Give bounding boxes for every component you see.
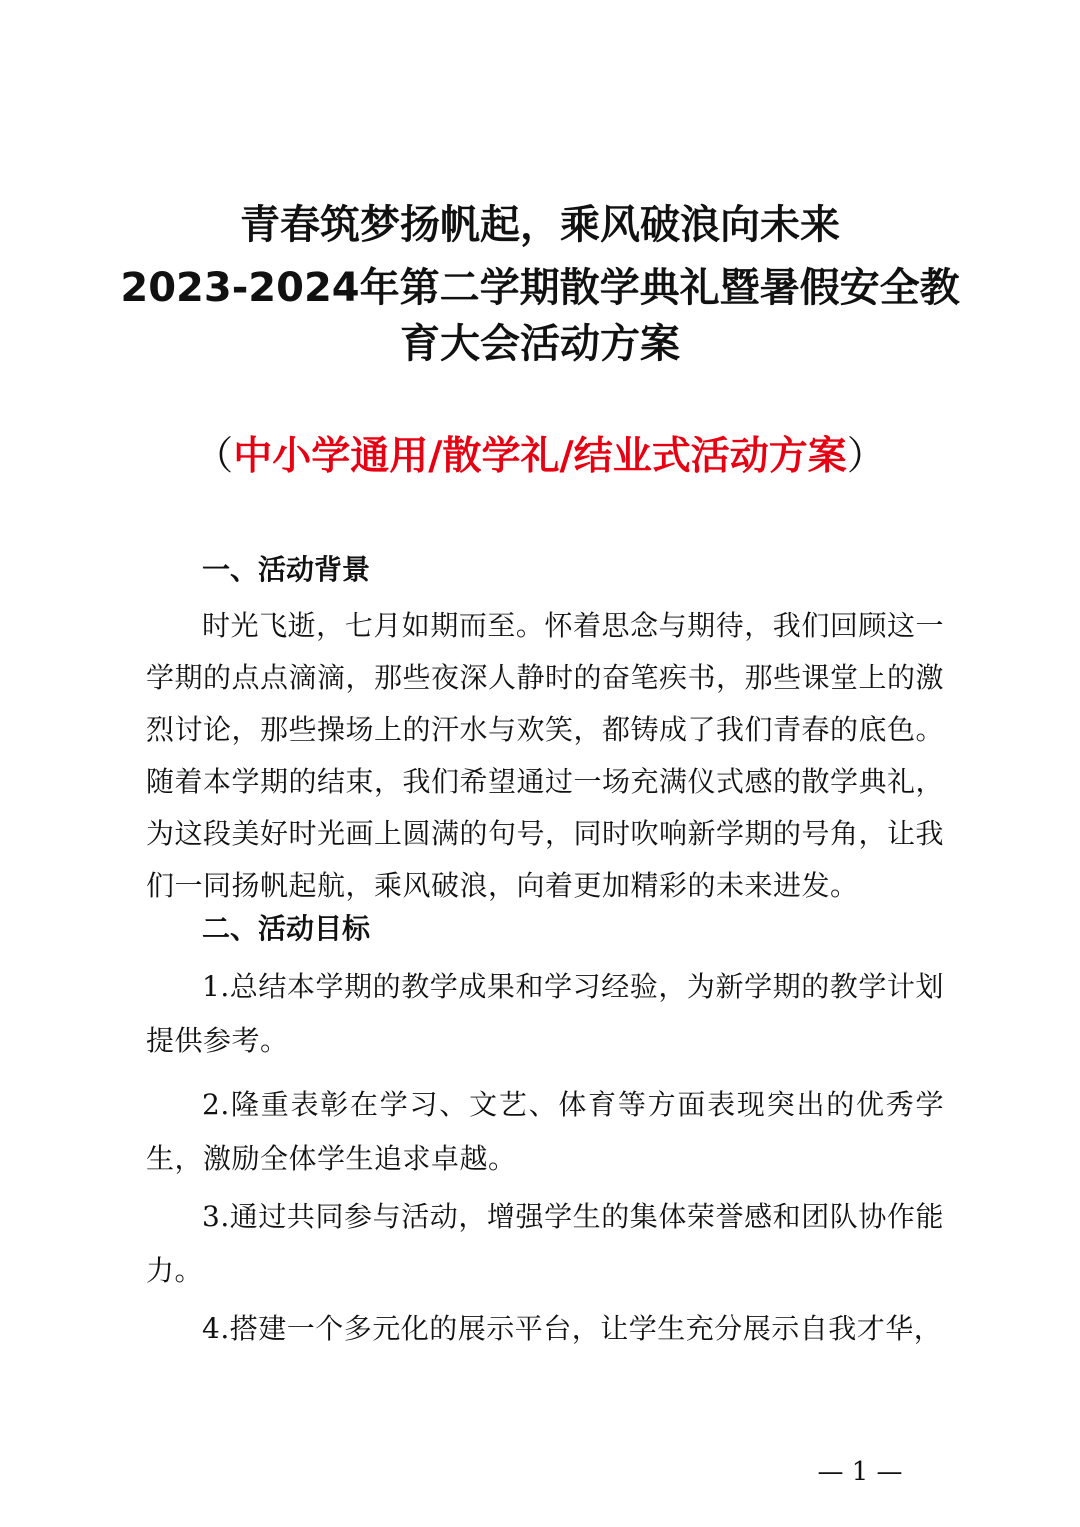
subtitle-text: 中小学通用/散学礼/结业式活动方案 [233,434,847,479]
document-title-line-3: 育大会活动方案 [400,321,680,367]
goal-item-4: 4.搭建一个多元化的展示平台，让学生充分展示自我才华， [202,1312,943,1345]
document-title-line-1: 青春筑梦扬帆起，乘风破浪向未来 [240,202,840,248]
document-subtitle [100,428,980,486]
goal-item-2: 2.隆重表彰在学习、文艺、体育等方面表现突出的优秀学生，激励全体学生追求卓越。 [146,1088,944,1175]
subtitle-open-paren: （ [194,434,234,479]
subtitle-close-paren: ） [846,434,886,479]
background-paragraph: 时光飞逝，七月如期而至。怀着思念与期待，我们回顾这一学期的点点滴滴，那些夜深人静时的奋笔疾书，那些课堂上的激烈讨论，那些操场上的汗水与欢笑，都铸成了我们青春的底色。随着本学期的结束，我们希望通过一场充满仪式感的散学典礼，为这段美好时光画上圆满的句号，同时吹响新学期的号角，让我们一同扬帆起航，乘风破浪，向着更加精彩的未来进发。 [146,609,945,902]
section-heading-background: 一、活动背景 [202,553,371,586]
document-title-line-2: 2023-2024年第二学期散学典礼暨暑假安全教 [120,265,960,311]
page-number: — 1 — [817,1457,903,1487]
goal-item-3: 3.通过共同参与活动，增强学生的集体荣誉感和团队协作能力。 [146,1200,944,1287]
goal-item-1: 1.总结本学期的教学成果和学习经验，为新学期的教学计划提供参考。 [146,970,944,1057]
section-heading-goals: 二、活动目标 [202,912,371,945]
